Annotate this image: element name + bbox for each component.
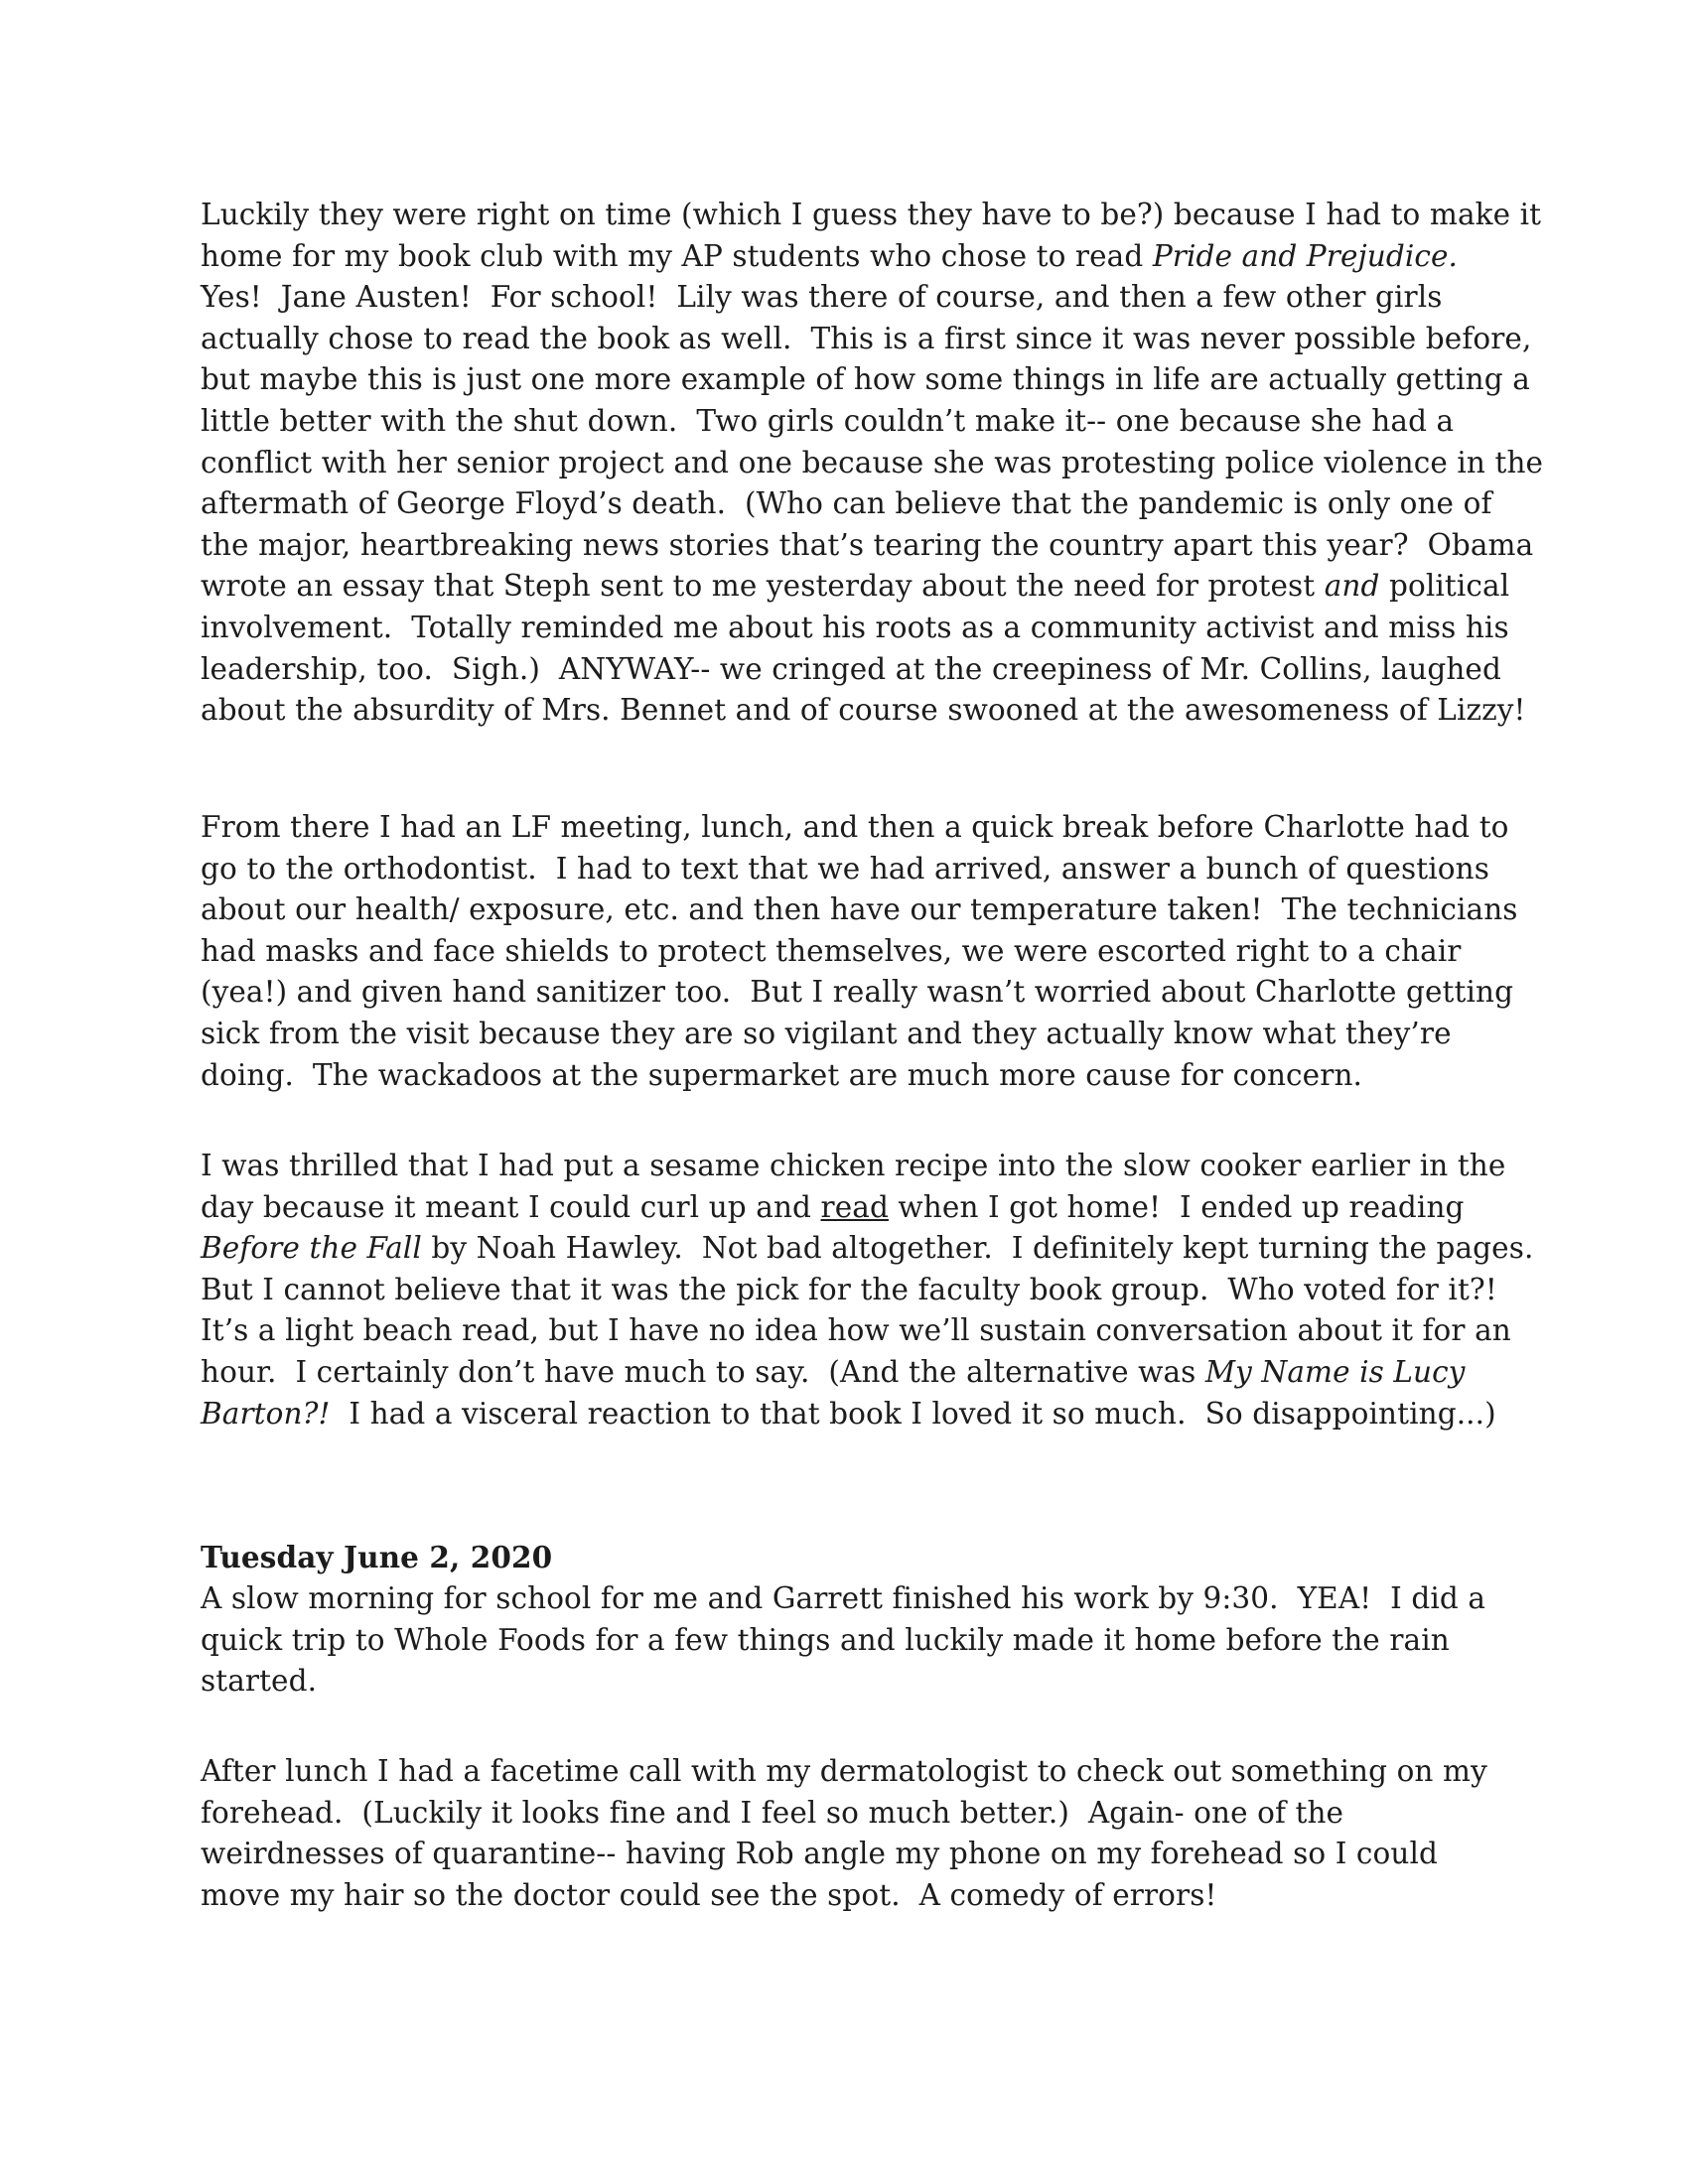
paragraph-5 [201,1751,1551,1916]
text-run: had masks and face shields to protect themselves, we were escorted right to a chair [201,933,1462,968]
text-line [201,1270,1551,1311]
text-run: But I cannot believe that it was the pick for the faculty book group. Who voted for it?! [201,1272,1497,1306]
text-run: It’s a light beach read, but I have no idea how we’ll sustain conversation about it for an [201,1313,1511,1348]
text-line [201,525,1551,567]
text-run: Pride and Prejudice. [1152,238,1459,273]
text-run: Yes! Jane Austen! For school! Lily was there of course, and then a few other girls [201,280,1443,315]
text-line [201,1751,1551,1793]
text-run: by Noah Hawley. Not bad altogether. I definitely kept turning the pages. [421,1231,1534,1266]
text-line [201,649,1551,691]
text-run: sick from the visit because they are so vigilant and they actually know what they’re [201,1016,1452,1050]
text-run: From there I had an LF meeting, lunch, and then a quick break before Charlotte had to [201,810,1509,844]
text-line [201,319,1551,360]
text-run: Barton?! [201,1396,331,1431]
text-line [201,483,1551,525]
text-run: go to the orthodontist. I had to text that we had arrived, answer a bunch of questions [201,851,1489,886]
paragraph-1 [201,195,1551,732]
text-run: about the absurdity of Mrs. Bennet and of course swooned at the awesomeness of Lizzy! [201,693,1526,728]
text-line [201,608,1551,649]
text-run: Tuesday June 2, 2020 [201,1540,553,1574]
text-run: forehead. (Luckily it looks fine and I feel so much better.) Again- one of the [201,1795,1344,1830]
paragraph-4 [201,1578,1551,1703]
text-line [201,1793,1551,1835]
text-line [201,1055,1551,1097]
text-line [201,1310,1551,1352]
text-line [201,1834,1551,1875]
text-line [201,1537,1551,1578]
text-line [201,807,1551,849]
text-run: day because it meant I could curl up and [201,1189,821,1224]
text-line [201,849,1551,890]
text-run: A slow morning for school for me and Garrett finished his work by 9:30. YEA! I did a [201,1581,1486,1615]
paragraph-3 [201,1146,1551,1434]
text-run: home for my book club with my AP students who chose to read [201,238,1153,273]
text-run: My Name is Lucy [1204,1354,1466,1389]
text-line [201,1228,1551,1270]
text-run: and [1324,569,1380,604]
text-line [201,401,1551,443]
text-run: I was thrilled that I had put a sesame chicken recipe into the slow cooker earlier in the [201,1149,1506,1182]
text-run: read [820,1189,889,1224]
text-run: actually chose to read the book as well. This is a first since it was never possible before, [201,321,1532,355]
text-line [201,443,1551,484]
text-run: hour. I certainly don’t have much to say. (And the alternative was [201,1354,1205,1389]
text-line [201,1394,1551,1435]
text-run: the major, heartbreaking news stories that’s tearing the country apart this year? Obama [201,527,1534,562]
text-line [201,1661,1551,1703]
text-line [201,1352,1551,1394]
text-run: but maybe this is just one more example of how some things in life are actually getting a [201,362,1530,397]
text-run: when I got home! I ended up reading [888,1189,1465,1224]
text-run: political [1379,569,1510,604]
text-run: conflict with her senior project and one because she was protesting police violence in the [201,445,1544,479]
date-heading [201,1537,1551,1578]
text-run: doing. The wackadoos at the supermarket are much more cause for concern. [201,1057,1363,1092]
text-run: Luckily they were right on time (which I guess they have to be?) because I had to make it [201,198,1542,231]
paragraph-2 [201,807,1551,1096]
text-run: Before the Fall [201,1231,422,1266]
text-run: little better with the shut down. Two girls couldn’t make it-- one because she had a [201,403,1455,438]
text-run: aftermath of George Floyd’s death. (Who can believe that the pandemic is only one of [201,486,1492,521]
text-line [201,972,1551,1014]
text-line [201,359,1551,401]
text-line [201,236,1551,278]
text-line [201,690,1551,732]
text-run: I had a visceral reaction to that book I loved it so much. So disappointing...) [330,1396,1496,1431]
text-line [201,1146,1551,1187]
text-run: leadership, too. Sigh.) ANYWAY-- we cringed at the creepiness of Mr. Collins, laughed [201,651,1501,686]
text-line [201,195,1551,236]
text-run: involvement. Totally reminded me about his roots as a community activist and miss his [201,610,1509,644]
text-run: started. [201,1664,318,1699]
text-run: quick trip to Whole Foods for a few things and luckily made it home before the rain [201,1622,1450,1657]
text-line [201,566,1551,608]
text-line [201,1187,1551,1229]
text-line [201,1620,1551,1662]
text-line [201,889,1551,931]
text-run: (yea!) and given hand sanitizer too. But I really wasn’t worried about Charlotte getting [201,975,1514,1010]
text-run: move my hair so the doctor could see the spot. A comedy of errors! [201,1877,1217,1912]
text-run: After lunch I had a facetime call with my dermatologist to check out something on my [201,1754,1487,1788]
text-line [201,1875,1551,1917]
text-run: about our health/ exposure, etc. and then have our temperature taken! The technicians [201,892,1518,927]
text-run: weirdnesses of quarantine-- having Rob angle my phone on my forehead so I could [201,1837,1439,1871]
text-line [201,277,1551,319]
text-line [201,931,1551,973]
text-line [201,1578,1551,1620]
text-run: wrote an essay that Steph sent to me yesterday about the need for protest [201,569,1325,604]
text-line [201,1014,1551,1055]
